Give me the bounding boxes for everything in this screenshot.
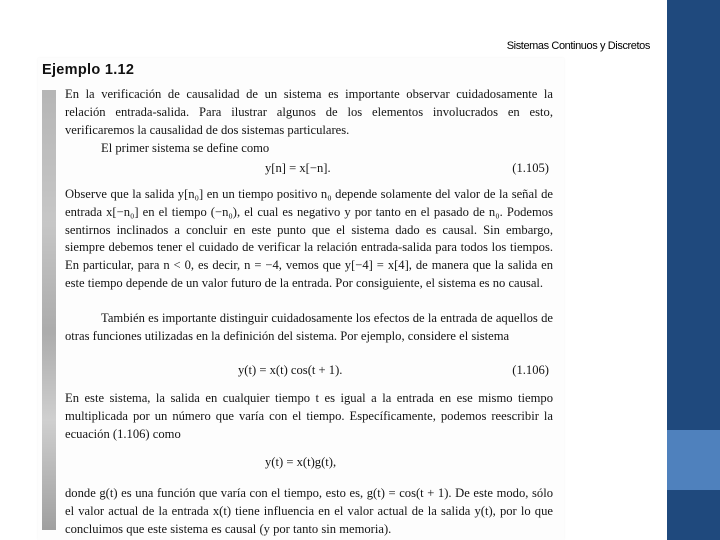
paragraph-first-system — [65, 140, 553, 158]
equation-1-106 — [65, 363, 553, 381]
paragraph-conclusion: donde g(t) es una función que varía con el tiempo, esto es, g(t) = cos(t + 1). De este modo, sólo el valor actual de la entrada x(t) tiene influencia en el valor actual de la salida y(t), por lo que concluimos que este sistema es causal (y por tanto sin memoria). — [65, 486, 553, 536]
sidebar-accent-bottom — [667, 490, 720, 540]
equation-1-106-formula: y(t) = x(t) cos(t + 1). — [238, 363, 343, 377]
paragraph-first-system-text: El primer sistema se define como — [101, 141, 270, 155]
equation-1-106-number: (1.106) — [512, 363, 549, 377]
slide-title: Sistemas Continuos y Discretos — [506, 40, 650, 52]
paragraph-intro: En la verificación de causalidad de un sistema es importante observar cuidadosamente la relación entrada-salida. Para ilustrar algunos de los elementos involucrados en esto, verificaremos la causalidad de dos sistemas particulares. — [65, 87, 553, 137]
equation-1-105-formula: y[n] = x[−n]. — [265, 161, 331, 175]
paragraph-analysis: Observe que la salida y[n₀] en un tiempo positivo n₀ depende solamente del valor de la señal de entrada x[−n₀] en el tiempo (−n₀), el cual es negativo y por tanto en el pasado de n₀. Podemos sentirnos inclinados a concluir en este punto que el sistema dado es causal. Sin embargo, siempre debemos tener el cuidado de verificar la relación entrada-salida para todos los tiempos. En particular, para n < 0, es decir, n = −4, vemos que y[−4] = x[4], de manera que la salida en este tiempo depende de un valor futuro de la entrada. Por consiguiente, el sistema es no causal. — [65, 187, 553, 290]
sidebar-accent-middle — [667, 430, 720, 490]
equation-rewritten-formula: y(t) = x(t)g(t), — [265, 455, 337, 469]
paragraph-distinguish: También es importante distinguir cuidadosamente los efectos de la entrada de aquellos de otras funciones utilizadas en la definición del sistema. Por ejemplo, considere el sistema — [65, 311, 553, 343]
scanned-textbook-page — [38, 58, 564, 540]
equation-rewritten — [65, 455, 553, 473]
example-heading: Ejemplo 1.12 — [42, 62, 135, 78]
equation-1-105 — [65, 161, 553, 179]
sidebar-accent-top — [667, 0, 720, 430]
equation-1-105-number: (1.105) — [512, 161, 549, 175]
scan-margin-strip — [42, 90, 56, 530]
paragraph-output: En este sistema, la salida en cualquier tiempo t es igual a la entrada en ese mismo tiempo multiplicada por un número que varía con el tiempo. Específicamente, podemos reescribir la ecuación (1.106) como — [65, 391, 553, 441]
